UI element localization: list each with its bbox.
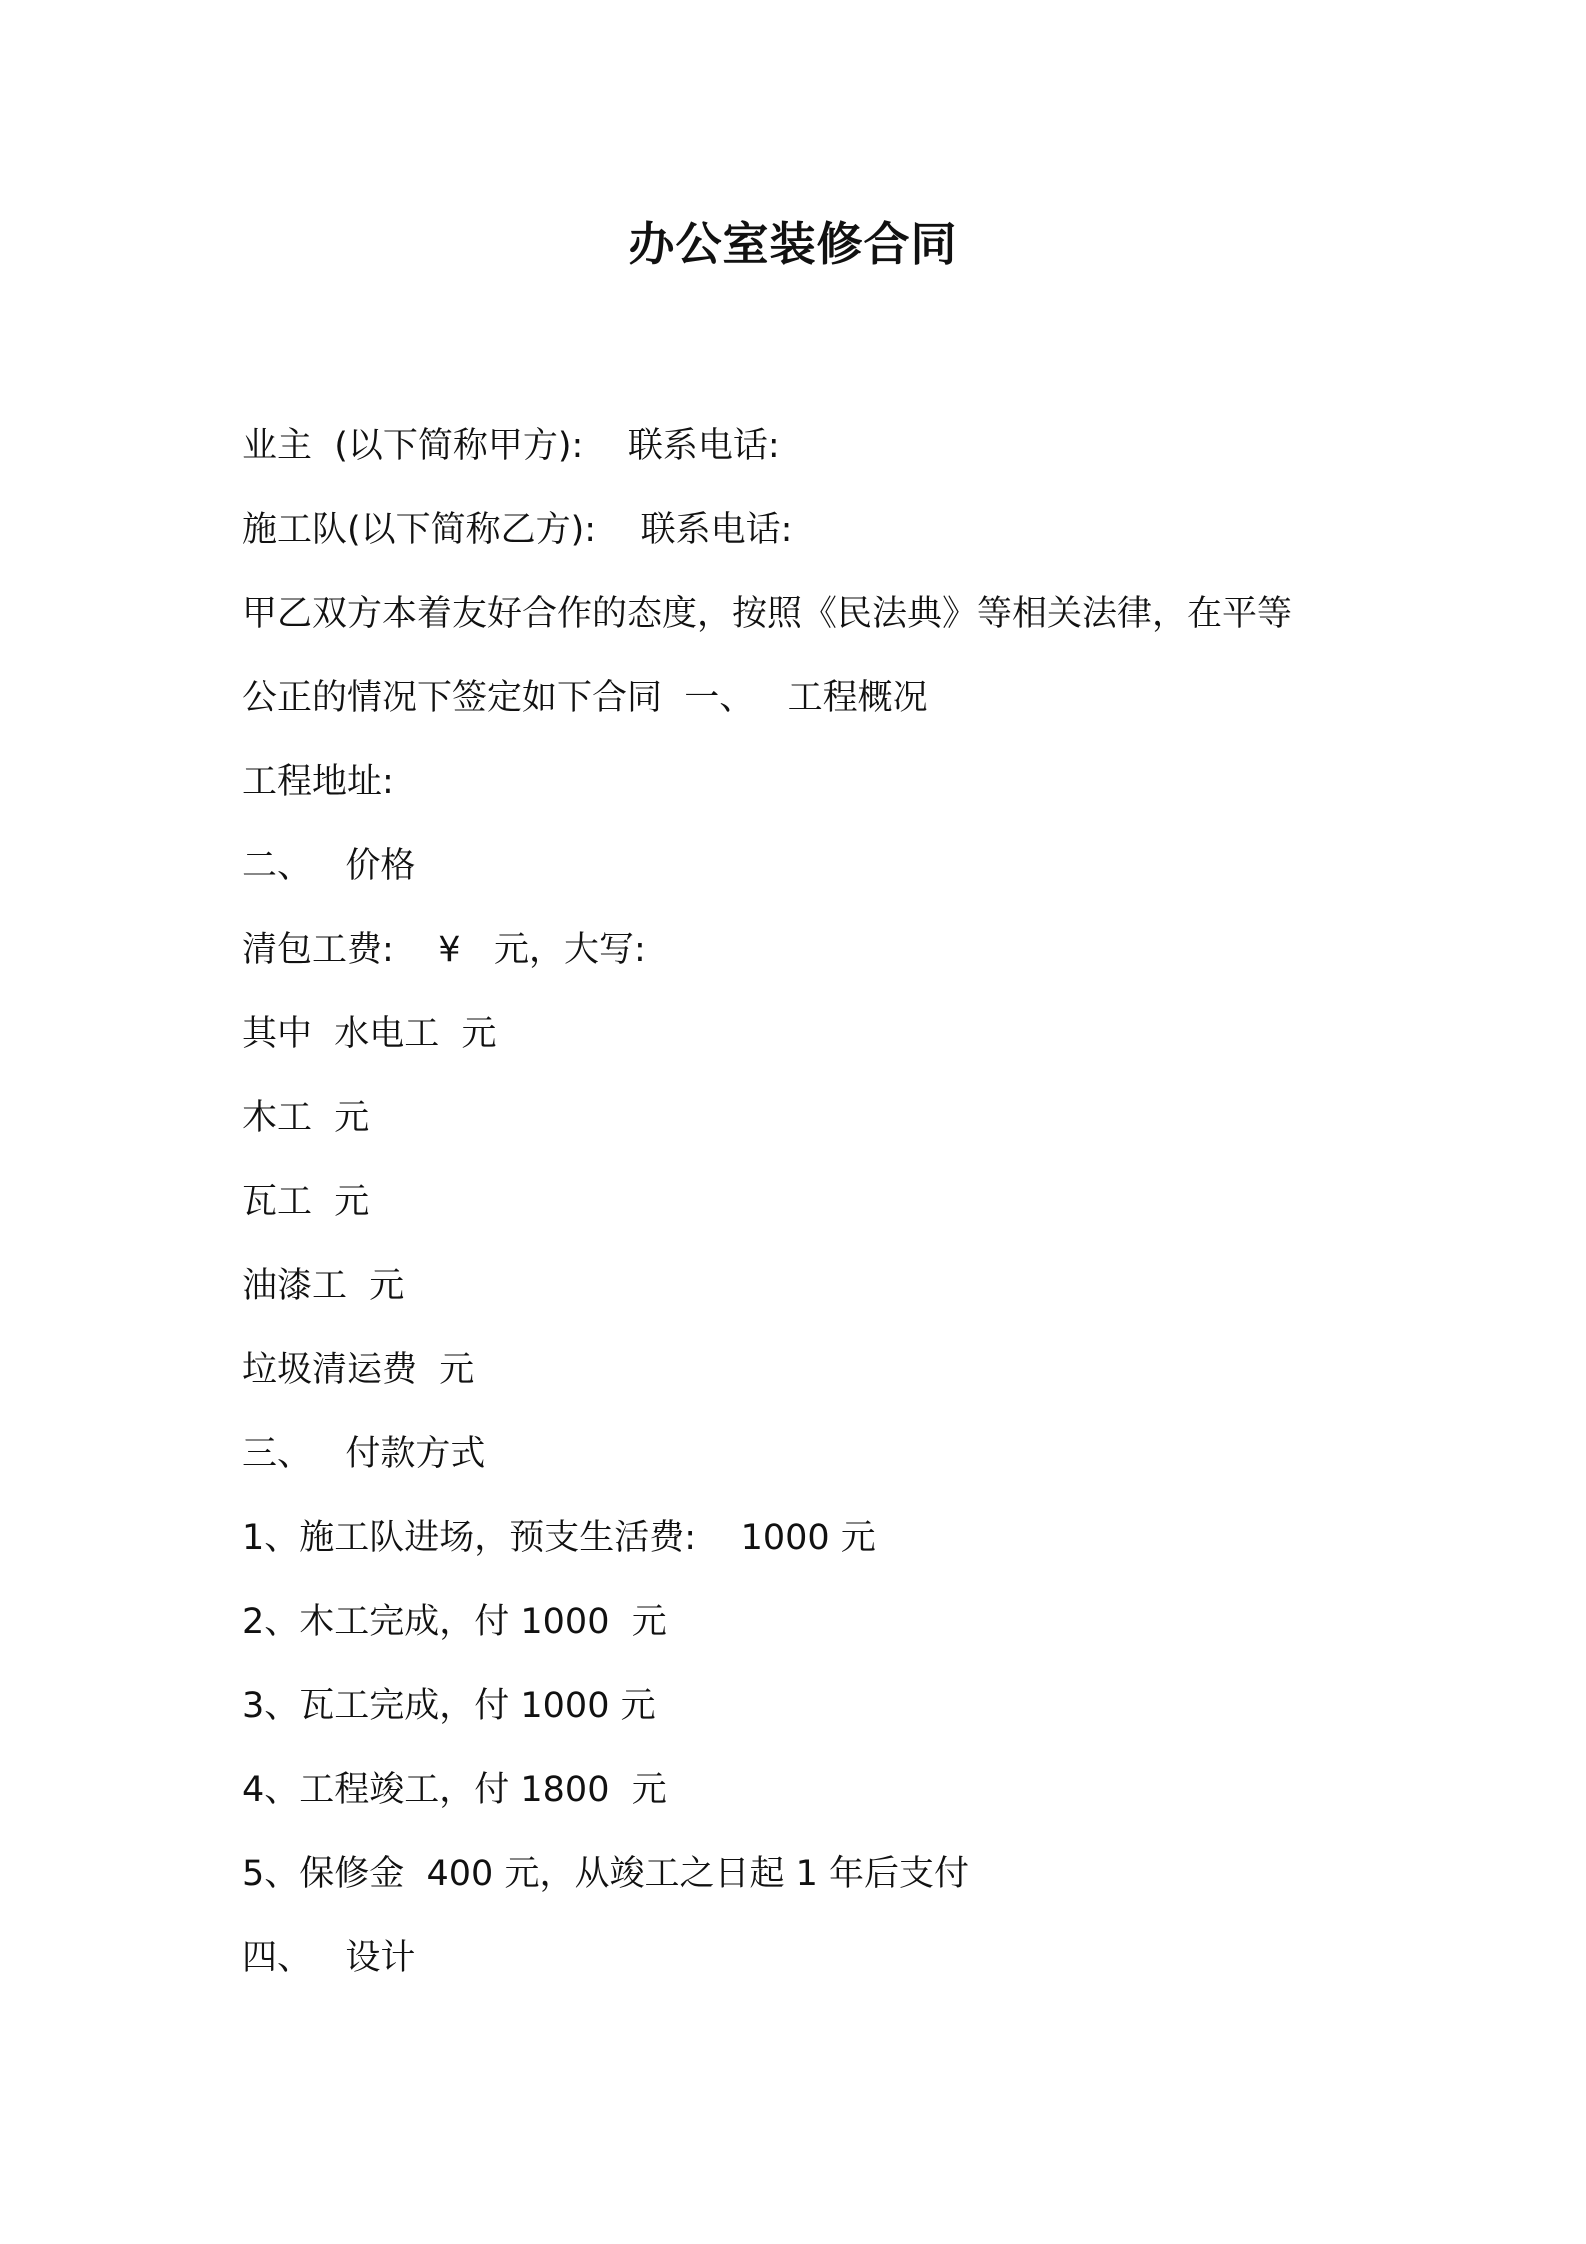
payment-item-5: 5、保修金 400 元，从竣工之日起 1 年后支付 bbox=[242, 1854, 969, 1894]
preamble-line-2: 公正的情况下签定如下合同 一、 工程概况 bbox=[242, 678, 928, 718]
painting-line: 油漆工 元 bbox=[242, 1266, 405, 1306]
plumbing-electrical-line: 其中 水电工 元 bbox=[242, 1014, 497, 1054]
section-heading-payment: 三、 付款方式 bbox=[242, 1434, 486, 1474]
document-body bbox=[242, 404, 1362, 2000]
payment-item-2: 2、木工完成，付 1000 元 bbox=[242, 1602, 667, 1642]
labor-fee-line: 清包工费: ¥ 元，大写: bbox=[242, 930, 646, 970]
preamble-line-1: 甲乙双方本着友好合作的态度，按照《民法典》等相关法律，在平等 bbox=[242, 594, 1293, 634]
waste-removal-line: 垃圾清运费 元 bbox=[242, 1350, 475, 1390]
party-b-line: 施工队(以下简称乙方): 联系电话: bbox=[242, 510, 793, 550]
tiling-line: 瓦工 元 bbox=[242, 1182, 370, 1222]
section-heading-price: 二、 价格 bbox=[242, 846, 416, 886]
payment-item-4: 4、工程竣工，付 1800 元 bbox=[242, 1770, 667, 1810]
section-heading-design: 四、 设计 bbox=[242, 1938, 416, 1978]
document-title: 办公室装修合同 bbox=[628, 217, 958, 271]
project-address-line: 工程地址: bbox=[242, 762, 394, 802]
carpentry-line: 木工 元 bbox=[242, 1098, 370, 1138]
party-a-line: 业主 (以下简称甲方): 联系电话: bbox=[242, 426, 780, 466]
payment-item-1: 1、施工队进场，预支生活费: 1000 元 bbox=[242, 1518, 876, 1558]
payment-item-3: 3、瓦工完成，付 1000 元 bbox=[242, 1686, 656, 1726]
